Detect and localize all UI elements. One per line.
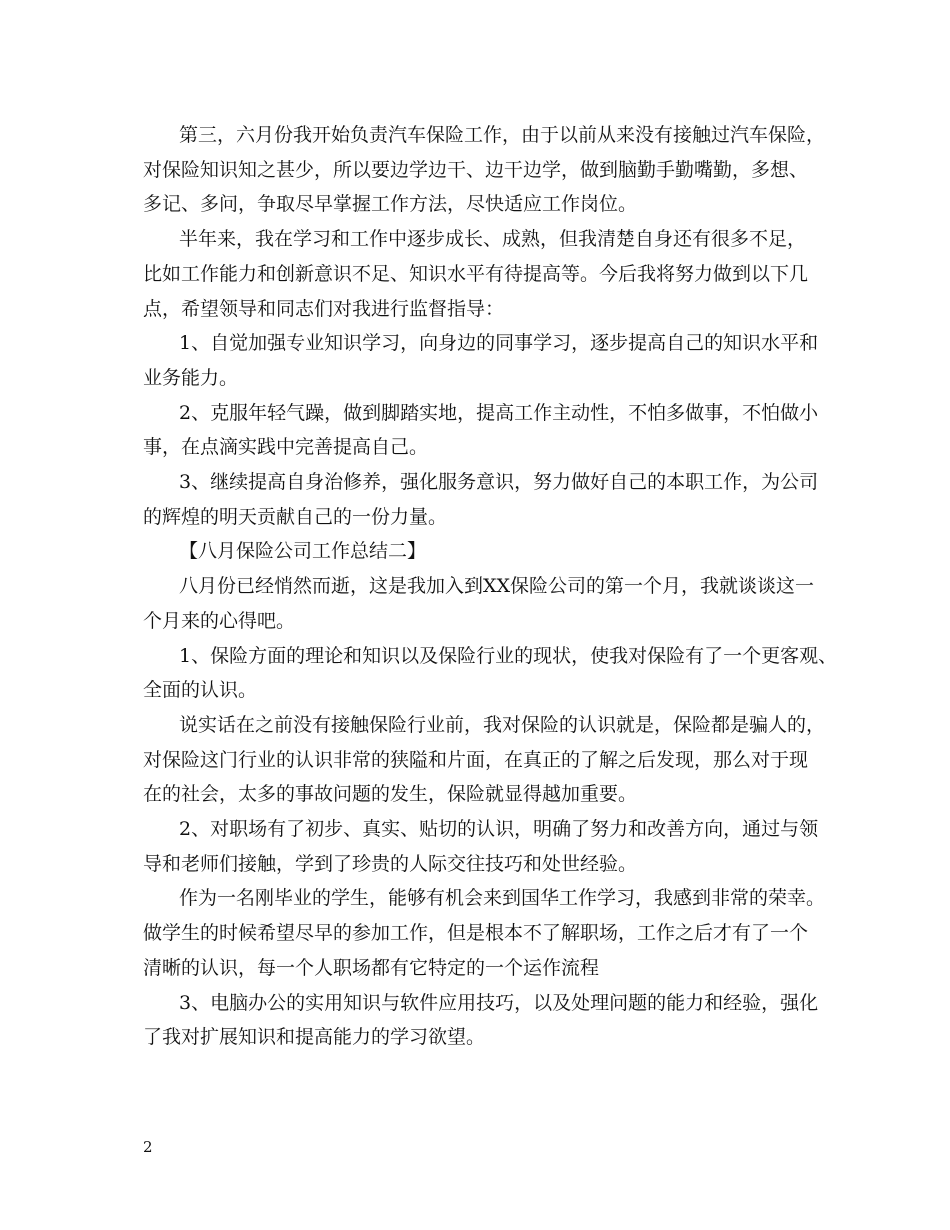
text-line: 2、克服年轻气躁，做到脚踏实地，提高工作主动性，不怕多做事，不怕做小 <box>179 401 819 424</box>
text-line: 【八月保险公司工作总结二】 <box>179 540 427 563</box>
text-line: 八月份已经悄然而逝，这是我加入到XX保险公司的第一个月，我就谈谈这一 <box>179 575 815 598</box>
paragraph <box>143 222 823 326</box>
text-line: 的辉煌的明天贡献自己的一份力量。 <box>143 505 448 528</box>
paragraph <box>143 708 826 812</box>
paragraph <box>143 881 826 985</box>
text-line: 3、电脑办公的实用知识与软件应用技巧，以及处理问题的能力和经验，强化 <box>179 991 819 1014</box>
paragraph <box>143 569 823 638</box>
paragraph <box>143 534 823 569</box>
text-line: 事，在点滴实践中完善提高自己。 <box>143 436 429 459</box>
text-line: 做学生的时候希望尽早的参加工作，但是根本不了解职场，工作之后才有了一个 <box>143 922 809 945</box>
text-line: 个月来的心得吧。 <box>143 609 296 632</box>
text-line: 1、保险方面的理论和知识以及保险行业的现状，使我对保险有了一个更客观、 <box>179 644 838 667</box>
paragraph <box>143 396 823 465</box>
text-line: 2、对职场有了初步、真实、贴切的认识，明确了努力和改善方向，通过与领 <box>179 818 819 841</box>
text-line: 点，希望领导和同志们对我进行监督指导： <box>143 297 505 320</box>
text-line: 1、自觉加强专业知识学习，向身边的同事学习，逐步提高自己的知识水平和 <box>179 332 819 355</box>
document-body <box>143 118 838 1055</box>
paragraph <box>143 639 838 708</box>
text-line: 第三，六月份我开始负责汽车保险工作，由于以前从来没有接触过汽车保险， <box>179 124 826 146</box>
paragraph <box>143 465 823 534</box>
text-line: 说实话在之前没有接触保险行业前，我对保险的认识就是，保险都是骗人的， <box>179 713 826 736</box>
text-line: 业务能力。 <box>143 366 239 389</box>
text-line: 清晰的认识，每一个人职场都有它特定的一个运作流程 <box>143 956 600 979</box>
text-line: 全面的认识。 <box>143 679 258 702</box>
text-line: 导和老师们接触，学到了珍贵的人际交往技巧和处世经验。 <box>143 852 638 875</box>
page-number: 2 <box>143 1138 153 1156</box>
text-line: 对保险这门行业的认识非常的狭隘和片面，在真正的了解之后发现，那么对于现 <box>143 748 809 771</box>
text-line: 多记、多问，争取尽早掌握工作方法，尽快适应工作岗位。 <box>143 193 638 216</box>
paragraph <box>143 118 826 222</box>
paragraph <box>143 986 823 1055</box>
text-line: 3、继续提高自身治修养，强化服务意识，努力做好自己的本职工作，为公司 <box>179 471 819 494</box>
text-line: 半年来，我在学习和工作中逐步成长、成熟，但我清楚自身还有很多不足， <box>179 228 807 251</box>
paragraph <box>143 812 823 881</box>
text-line: 在的社会，太多的事故问题的发生，保险就显得越加重要。 <box>143 783 638 806</box>
text-line: 了我对扩展知识和提高能力的学习欲望。 <box>143 1026 486 1049</box>
text-line: 作为一名刚毕业的学生，能够有机会来到国华工作学习，我感到非常的荣幸。 <box>179 887 826 910</box>
text-line: 对保险知识知之甚少，所以要边学边干、边干边学，做到脑勤手勤嘴勤，多想、 <box>143 158 809 181</box>
paragraph <box>143 326 823 395</box>
text-line: 比如工作能力和创新意识不足、知识水平有待提高等。今后我将努力做到以下几 <box>143 262 809 285</box>
